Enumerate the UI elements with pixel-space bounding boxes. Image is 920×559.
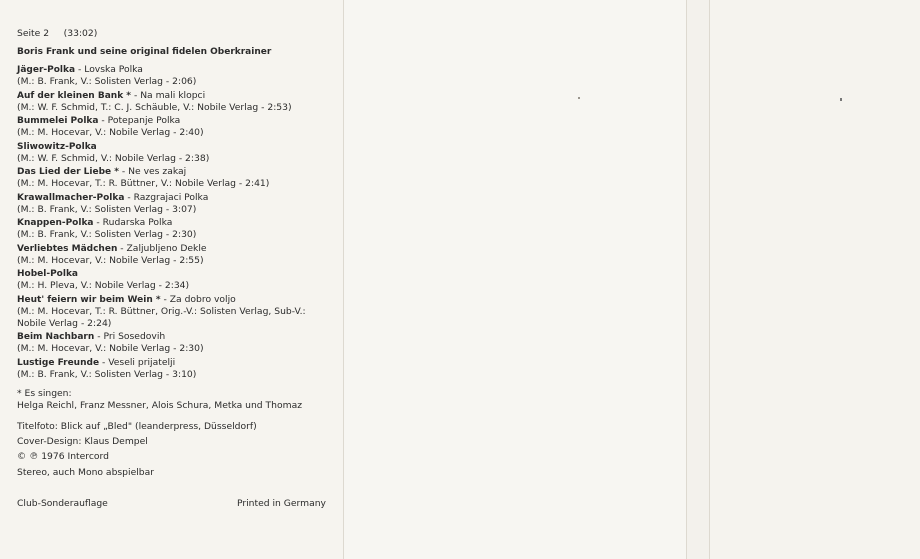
track-heading <box>17 64 337 76</box>
track-item <box>17 331 337 355</box>
track-title: Krawallmacher-Polka <box>17 192 125 203</box>
track-heading <box>17 357 337 369</box>
footer <box>17 498 326 509</box>
track-title: Verliebtes Mädchen <box>17 243 118 254</box>
track-subtitle: Za dobro voljo <box>169 293 236 305</box>
title-separator: - <box>118 166 129 178</box>
track-title: Knappen-Polka <box>17 218 94 229</box>
track-credits: (M.: M. Hocevar, V.: Nobile Verlag - 2:30) <box>17 343 204 355</box>
track-credits: (M.: M. Hocevar, T.: R. Büttner, V.: Nobile Verlag - 2:41) <box>17 178 270 190</box>
spine-panel <box>687 0 709 559</box>
track-subtitle: Na mali klopci <box>140 89 206 101</box>
track-credits: (M.: B. Frank, V.: Solisten Verlag - 2:06) <box>17 76 197 88</box>
track-subtitle: Zaljubljeno Dekle <box>126 242 207 254</box>
title-separator: - <box>117 242 127 254</box>
track-item <box>17 64 337 88</box>
title-separator: - <box>75 64 85 76</box>
track-heading <box>17 294 337 306</box>
copyright-line: © ℗ 1976 Intercord <box>17 451 110 463</box>
track-credits: (M.: H. Pleva, V.: Nobile Verlag - 2:34) <box>17 280 190 292</box>
track-heading <box>17 141 337 153</box>
track-subtitle: Veseli prijatelji <box>108 356 176 368</box>
track-title: Das Lied der Liebe * <box>17 167 119 178</box>
middle-panel <box>344 0 686 559</box>
track-item <box>17 217 337 241</box>
track-item <box>17 115 337 139</box>
track-item <box>17 294 337 330</box>
track-heading <box>17 217 337 229</box>
track-heading <box>17 166 337 178</box>
track-title: Sliwowitz-Polka <box>17 141 97 152</box>
track-item <box>17 243 337 267</box>
track-credits: (M.: M. Hocevar, T.: R. Büttner, Orig.-V.: Solisten Verlag, Sub-V.: <box>17 305 306 317</box>
track-subtitle: Razgrajaci Polka <box>133 191 209 203</box>
track-item <box>17 141 337 165</box>
track-title: Bummelei Polka <box>17 116 99 127</box>
title-separator: - <box>93 217 103 229</box>
photo-credit: Titelfoto: Blick auf „Bled" (leanderpress, Düsseldorf) <box>17 421 257 433</box>
track-item <box>17 192 337 216</box>
track-credits: (M.: B. Frank, V.: Solisten Verlag - 3:07) <box>17 203 197 215</box>
design-credit: Cover-Design: Klaus Dempel <box>17 436 148 448</box>
track-heading <box>17 90 337 102</box>
track-item <box>17 166 337 190</box>
track-credits: Nobile Verlag - 2:24) <box>17 317 112 329</box>
track-subtitle: Rudarska Polka <box>102 217 173 229</box>
track-heading <box>17 331 337 343</box>
title-separator: - <box>160 293 170 305</box>
title-separator: - <box>98 115 108 127</box>
track-subtitle: Potepanje Polka <box>107 115 181 127</box>
track-list <box>17 64 337 381</box>
track-credits: (M.: M. Hocevar, V.: Nobile Verlag - 2:40) <box>17 127 204 139</box>
liner-notes <box>17 28 337 479</box>
side-label: Seite 2 <box>17 28 50 39</box>
track-item <box>17 357 337 381</box>
track-credits: (M.: M. Hocevar, V.: Nobile Verlag - 2:55) <box>17 254 204 266</box>
track-title: Lustige Freunde <box>17 357 100 368</box>
singers-names: Helga Reichl, Franz Messner, Alois Schura, Metka und Thomaz <box>17 400 303 412</box>
track-credits: (M.: B. Frank, V.: Solisten Verlag - 2:30) <box>17 229 197 241</box>
track-subtitle: Lovska Polka <box>84 64 143 76</box>
track-title: Heut' feiern wir beim Wein * <box>17 294 161 305</box>
fold-line <box>343 0 344 559</box>
paper-speck <box>578 97 580 99</box>
track-heading <box>17 243 337 255</box>
right-panel <box>710 0 920 559</box>
track-subtitle: Pri Sosedovih <box>103 331 166 343</box>
club-edition-label: Club-Sonderauflage <box>17 498 108 509</box>
track-title: Jäger-Polka <box>17 65 76 76</box>
track-credits: (M.: B. Frank, V.: Solisten Verlag - 3:10) <box>17 368 197 380</box>
fold-line <box>686 0 687 559</box>
side-header <box>17 28 337 40</box>
track-title: Hobel-Polka <box>17 269 79 280</box>
track-title: Auf der kleinen Bank * <box>17 90 132 101</box>
title-separator: - <box>99 356 109 368</box>
track-heading <box>17 192 337 204</box>
track-credits: (M.: W. F. Schmid, V.: Nobile Verlag - 2:38) <box>17 152 210 164</box>
title-separator: - <box>124 191 134 203</box>
title-separator: - <box>131 89 141 101</box>
stereo-note: Stereo, auch Mono abspielbar <box>17 466 155 478</box>
track-credits: (M.: W. F. Schmid, T.: C. J. Schäuble, V.: Nobile Verlag - 2:53) <box>17 101 292 113</box>
track-heading <box>17 115 337 127</box>
track-item <box>17 268 337 292</box>
singers-label: * Es singen: <box>17 388 72 400</box>
track-subtitle: Ne ves zakaj <box>128 166 187 178</box>
track-item <box>17 90 337 114</box>
side-duration: (33:02) <box>63 28 98 39</box>
artist-name: Boris Frank und seine original fidelen Oberkrainer <box>17 47 272 58</box>
track-heading <box>17 268 337 280</box>
title-separator: - <box>94 331 104 343</box>
paper-speck <box>840 98 842 101</box>
track-title: Beim Nachbarn <box>17 332 95 343</box>
fold-line <box>709 0 710 559</box>
printed-in-label: Printed in Germany <box>236 498 326 509</box>
